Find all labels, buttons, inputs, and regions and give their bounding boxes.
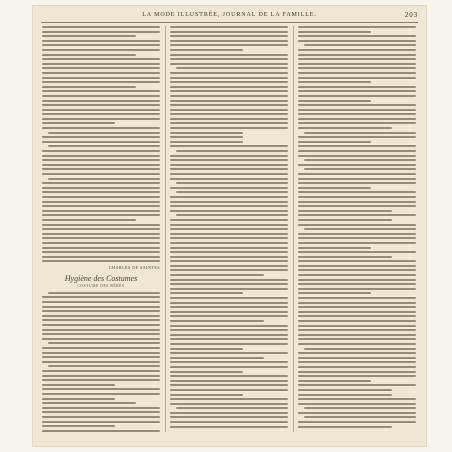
text-line: [48, 365, 160, 367]
text-line: [298, 182, 416, 184]
text-line: [42, 58, 160, 60]
text-line: [170, 155, 288, 157]
text-line: [42, 173, 160, 175]
text-line: [42, 26, 160, 28]
text-line: [42, 201, 160, 203]
column-separator: [165, 26, 166, 432]
column-right: [298, 26, 416, 432]
text-line: [170, 104, 288, 106]
text-line: [304, 348, 416, 350]
text-line: [298, 361, 416, 363]
text-line: [170, 412, 288, 414]
text-line: [298, 90, 416, 92]
text-line: [42, 228, 160, 230]
text-line: [170, 201, 288, 203]
text-line: [170, 63, 288, 65]
text-line: [170, 136, 243, 138]
text-line: [42, 315, 160, 317]
text-line: [170, 283, 288, 285]
text-line: [170, 228, 288, 230]
text-line: [170, 178, 288, 180]
text-line: [170, 421, 288, 423]
text-line: [304, 44, 416, 46]
text-line: [42, 237, 160, 239]
text-line: [298, 155, 416, 157]
text-line: [298, 357, 416, 359]
text-line: [170, 44, 288, 46]
text-line: [170, 132, 243, 134]
text-line: [42, 384, 115, 386]
text-line: [170, 58, 288, 60]
text-line: [170, 389, 288, 391]
text-line: [42, 247, 160, 249]
text-line: [298, 86, 416, 88]
text-line: [42, 329, 160, 331]
text-line: [298, 150, 416, 152]
text-line: [298, 265, 416, 267]
text-line: [298, 118, 416, 120]
text-line: [42, 398, 115, 400]
text-line: [170, 100, 288, 102]
text-line: [170, 86, 288, 88]
text-line: [42, 352, 160, 354]
text-line: [170, 72, 288, 74]
text-line: [298, 315, 416, 317]
text-line: [42, 251, 160, 253]
text-line: [42, 63, 160, 65]
text-line: [170, 357, 264, 359]
text-line: [170, 348, 243, 350]
column-separator: [293, 26, 294, 432]
header-rule: [41, 22, 418, 23]
text-line: [298, 288, 416, 290]
text-line: [170, 274, 264, 276]
text-line: [170, 168, 288, 170]
text-line: [42, 205, 160, 207]
text-line: [170, 269, 288, 271]
text-line: [42, 109, 160, 111]
text-line: [170, 371, 243, 373]
text-line: [42, 90, 160, 92]
text-line: [170, 265, 288, 267]
text-line: [298, 338, 416, 340]
text-line: [170, 173, 288, 175]
text-line: [298, 279, 416, 281]
text-block: [170, 26, 288, 428]
text-line: [298, 58, 416, 60]
text-line: [298, 274, 416, 276]
text-line: [298, 219, 392, 221]
text-line: [298, 173, 416, 175]
text-line: [298, 35, 416, 37]
text-line: [298, 49, 416, 51]
text-line: [298, 384, 416, 386]
text-line: [176, 191, 288, 193]
text-line: [298, 77, 416, 79]
text-line: [298, 95, 416, 97]
text-line: [42, 319, 160, 321]
text-line: [298, 421, 416, 423]
text-line: [170, 31, 288, 33]
text-line: [170, 90, 288, 92]
article-signature: CHARLES DE SAINTES: [108, 264, 160, 270]
text-line: [48, 292, 160, 294]
text-line: [298, 292, 371, 294]
text-line: [170, 256, 288, 258]
text-block: [42, 26, 160, 262]
text-line: [42, 155, 160, 157]
text-line: [42, 40, 160, 42]
text-line: [42, 224, 160, 226]
text-line: [298, 260, 416, 262]
text-line: [42, 141, 160, 143]
text-line: [42, 256, 160, 258]
text-line: [176, 182, 288, 184]
text-line: [42, 356, 160, 358]
text-line: [298, 251, 416, 253]
text-line: [170, 118, 288, 120]
text-line: [170, 145, 288, 147]
text-line: [298, 389, 392, 391]
text-line: [170, 343, 288, 345]
text-line: [298, 233, 416, 235]
text-line: [298, 242, 416, 244]
text-line: [42, 375, 160, 377]
text-line: [42, 333, 160, 335]
text-line: [42, 122, 115, 124]
text-line: [176, 150, 288, 152]
text-line: [42, 44, 160, 46]
text-line: [42, 388, 160, 390]
text-line: [170, 109, 288, 111]
text-line: [298, 380, 371, 382]
text-line: [170, 95, 288, 97]
text-line: [298, 394, 392, 396]
text-line: [42, 104, 160, 106]
text-line: [170, 380, 288, 382]
text-line: [298, 187, 371, 189]
text-line: [176, 214, 288, 216]
text-block: [42, 292, 160, 432]
text-line: [298, 352, 416, 354]
text-line: [170, 366, 288, 368]
text-line: [48, 342, 160, 344]
text-line: [42, 54, 136, 56]
text-line: [170, 122, 288, 124]
text-line: [170, 237, 288, 239]
text-block: [298, 26, 416, 428]
text-line: [170, 247, 288, 249]
text-line: [298, 141, 371, 143]
text-line: [298, 67, 416, 69]
text-line: [170, 292, 243, 294]
text-line: [170, 26, 288, 28]
text-line: [170, 384, 288, 386]
text-line: [170, 219, 288, 221]
text-line: [42, 210, 160, 212]
text-line: [170, 315, 288, 317]
text-line: [298, 100, 371, 102]
text-line: [298, 224, 416, 226]
text-line: [176, 407, 288, 409]
text-line: [42, 35, 136, 37]
text-line: [298, 113, 416, 115]
text-line: [298, 366, 416, 368]
text-line: [298, 375, 416, 377]
text-line: [170, 398, 288, 400]
text-line: [298, 311, 416, 313]
text-line: [298, 127, 392, 129]
text-line: [298, 63, 416, 65]
text-line: [298, 247, 371, 249]
text-line: [170, 394, 243, 396]
text-line: [298, 31, 371, 33]
text-line: [170, 251, 288, 253]
text-line: [298, 343, 416, 345]
text-line: [42, 310, 160, 312]
text-line: [170, 334, 288, 336]
text-line: [42, 338, 160, 340]
text-line: [170, 361, 288, 363]
text-line: [170, 205, 288, 207]
text-line: [170, 196, 288, 198]
text-line: [42, 425, 115, 427]
text-line: [298, 164, 416, 166]
text-line: [304, 159, 416, 161]
text-line: [298, 214, 416, 216]
text-line: [42, 86, 136, 88]
text-line: [298, 371, 416, 373]
column-middle: [170, 26, 288, 432]
text-line: [170, 403, 288, 405]
text-line: [298, 145, 416, 147]
text-line: [298, 329, 416, 331]
text-line: [298, 205, 416, 207]
text-line: [42, 136, 160, 138]
text-line: [42, 182, 160, 184]
text-line: [304, 168, 416, 170]
text-line: [48, 178, 160, 180]
text-line: [304, 132, 416, 134]
text-line: [42, 77, 160, 79]
text-line: [304, 407, 416, 409]
text-line: [170, 233, 288, 235]
text-line: [298, 283, 416, 285]
text-line: [170, 35, 288, 37]
text-line: [298, 201, 416, 203]
text-line: [42, 67, 160, 69]
text-line: [298, 269, 416, 271]
text-line: [42, 379, 160, 381]
text-line: [170, 127, 288, 129]
text-line: [42, 118, 160, 120]
text-line: [42, 150, 160, 152]
text-line: [170, 288, 288, 290]
text-line: [298, 109, 416, 111]
text-line: [298, 237, 416, 239]
text-line: [42, 164, 160, 166]
text-line: [42, 72, 160, 74]
text-line: [42, 296, 160, 298]
text-line: [304, 228, 416, 230]
text-line: [42, 324, 160, 326]
text-line: [42, 411, 160, 413]
text-line: [42, 95, 160, 97]
text-line: [298, 104, 416, 106]
section-subtitle: COSTUME DES BÉBÉS: [77, 283, 125, 288]
text-line: [170, 40, 288, 42]
text-line: [298, 81, 371, 83]
text-line: [170, 426, 288, 428]
text-line: [42, 191, 160, 193]
text-line: [170, 297, 288, 299]
text-line: [298, 325, 416, 327]
journal-title: LA MODE ILLUSTRÉE, JOURNAL DE LA FAMILLE.: [142, 12, 317, 18]
text-line: [298, 178, 416, 180]
text-line: [42, 361, 160, 363]
text-line: [298, 72, 416, 74]
section-title: Hygiène des Costumes: [64, 273, 138, 283]
text-line: [42, 196, 160, 198]
text-line: [298, 426, 392, 428]
text-line: [42, 159, 160, 161]
text-line: [42, 168, 160, 170]
text-line: [170, 81, 288, 83]
text-line: [170, 210, 288, 212]
text-line: [170, 224, 288, 226]
text-line: [42, 81, 160, 83]
text-line: [42, 421, 160, 423]
text-line: [42, 370, 160, 372]
text-line: [170, 49, 243, 51]
text-line: [48, 132, 160, 134]
page-header: [41, 10, 418, 22]
text-line: [298, 196, 416, 198]
text-line: [42, 407, 160, 409]
text-line: [298, 412, 416, 414]
text-line: [170, 279, 288, 281]
text-line: [298, 54, 416, 56]
newspaper-page: [33, 6, 426, 446]
text-line: [176, 67, 288, 69]
text-line: [170, 54, 288, 56]
text-line: [170, 311, 288, 313]
text-line: [298, 403, 416, 405]
text-line: [170, 306, 288, 308]
text-line: [298, 398, 416, 400]
text-line: [298, 210, 392, 212]
text-line: [42, 233, 160, 235]
text-line: [298, 306, 416, 308]
text-line: [42, 393, 160, 395]
text-line: [298, 40, 416, 42]
text-line: [170, 159, 288, 161]
text-line: [170, 141, 243, 143]
text-line: [42, 416, 160, 418]
text-line: [42, 306, 160, 308]
text-line: [298, 136, 416, 138]
text-line: [42, 127, 160, 129]
text-line: [42, 219, 136, 221]
text-line: [170, 187, 288, 189]
text-line: [298, 26, 416, 28]
text-line: [42, 430, 160, 432]
text-line: [170, 325, 288, 327]
text-line: [298, 302, 416, 304]
text-line: [42, 260, 160, 262]
text-line: [298, 256, 392, 258]
text-line: [42, 347, 160, 349]
text-line: [170, 375, 288, 377]
text-line: [298, 191, 416, 193]
text-line: [298, 334, 416, 336]
text-line: [170, 352, 288, 354]
text-line: [42, 402, 136, 404]
text-line: [42, 242, 160, 244]
text-line: [170, 242, 288, 244]
text-line: [170, 329, 288, 331]
text-line: [298, 320, 416, 322]
text-line: [42, 187, 160, 189]
text-line: [42, 301, 160, 303]
text-line: [42, 49, 160, 51]
text-line: [170, 260, 288, 262]
text-line: [170, 320, 264, 322]
text-line: [170, 416, 288, 418]
text-line: [42, 214, 160, 216]
text-line: [170, 302, 288, 304]
text-line: [170, 77, 288, 79]
text-line: [170, 113, 288, 115]
page-number: 203: [404, 11, 418, 19]
text-line: [42, 31, 160, 33]
text-line: [42, 100, 160, 102]
text-line: [48, 145, 160, 147]
text-line: [170, 164, 288, 166]
text-line: [304, 416, 416, 418]
text-line: [298, 297, 416, 299]
text-line: [170, 338, 288, 340]
text-line: [42, 113, 160, 115]
column-left: [42, 26, 160, 432]
text-line: [298, 122, 416, 124]
